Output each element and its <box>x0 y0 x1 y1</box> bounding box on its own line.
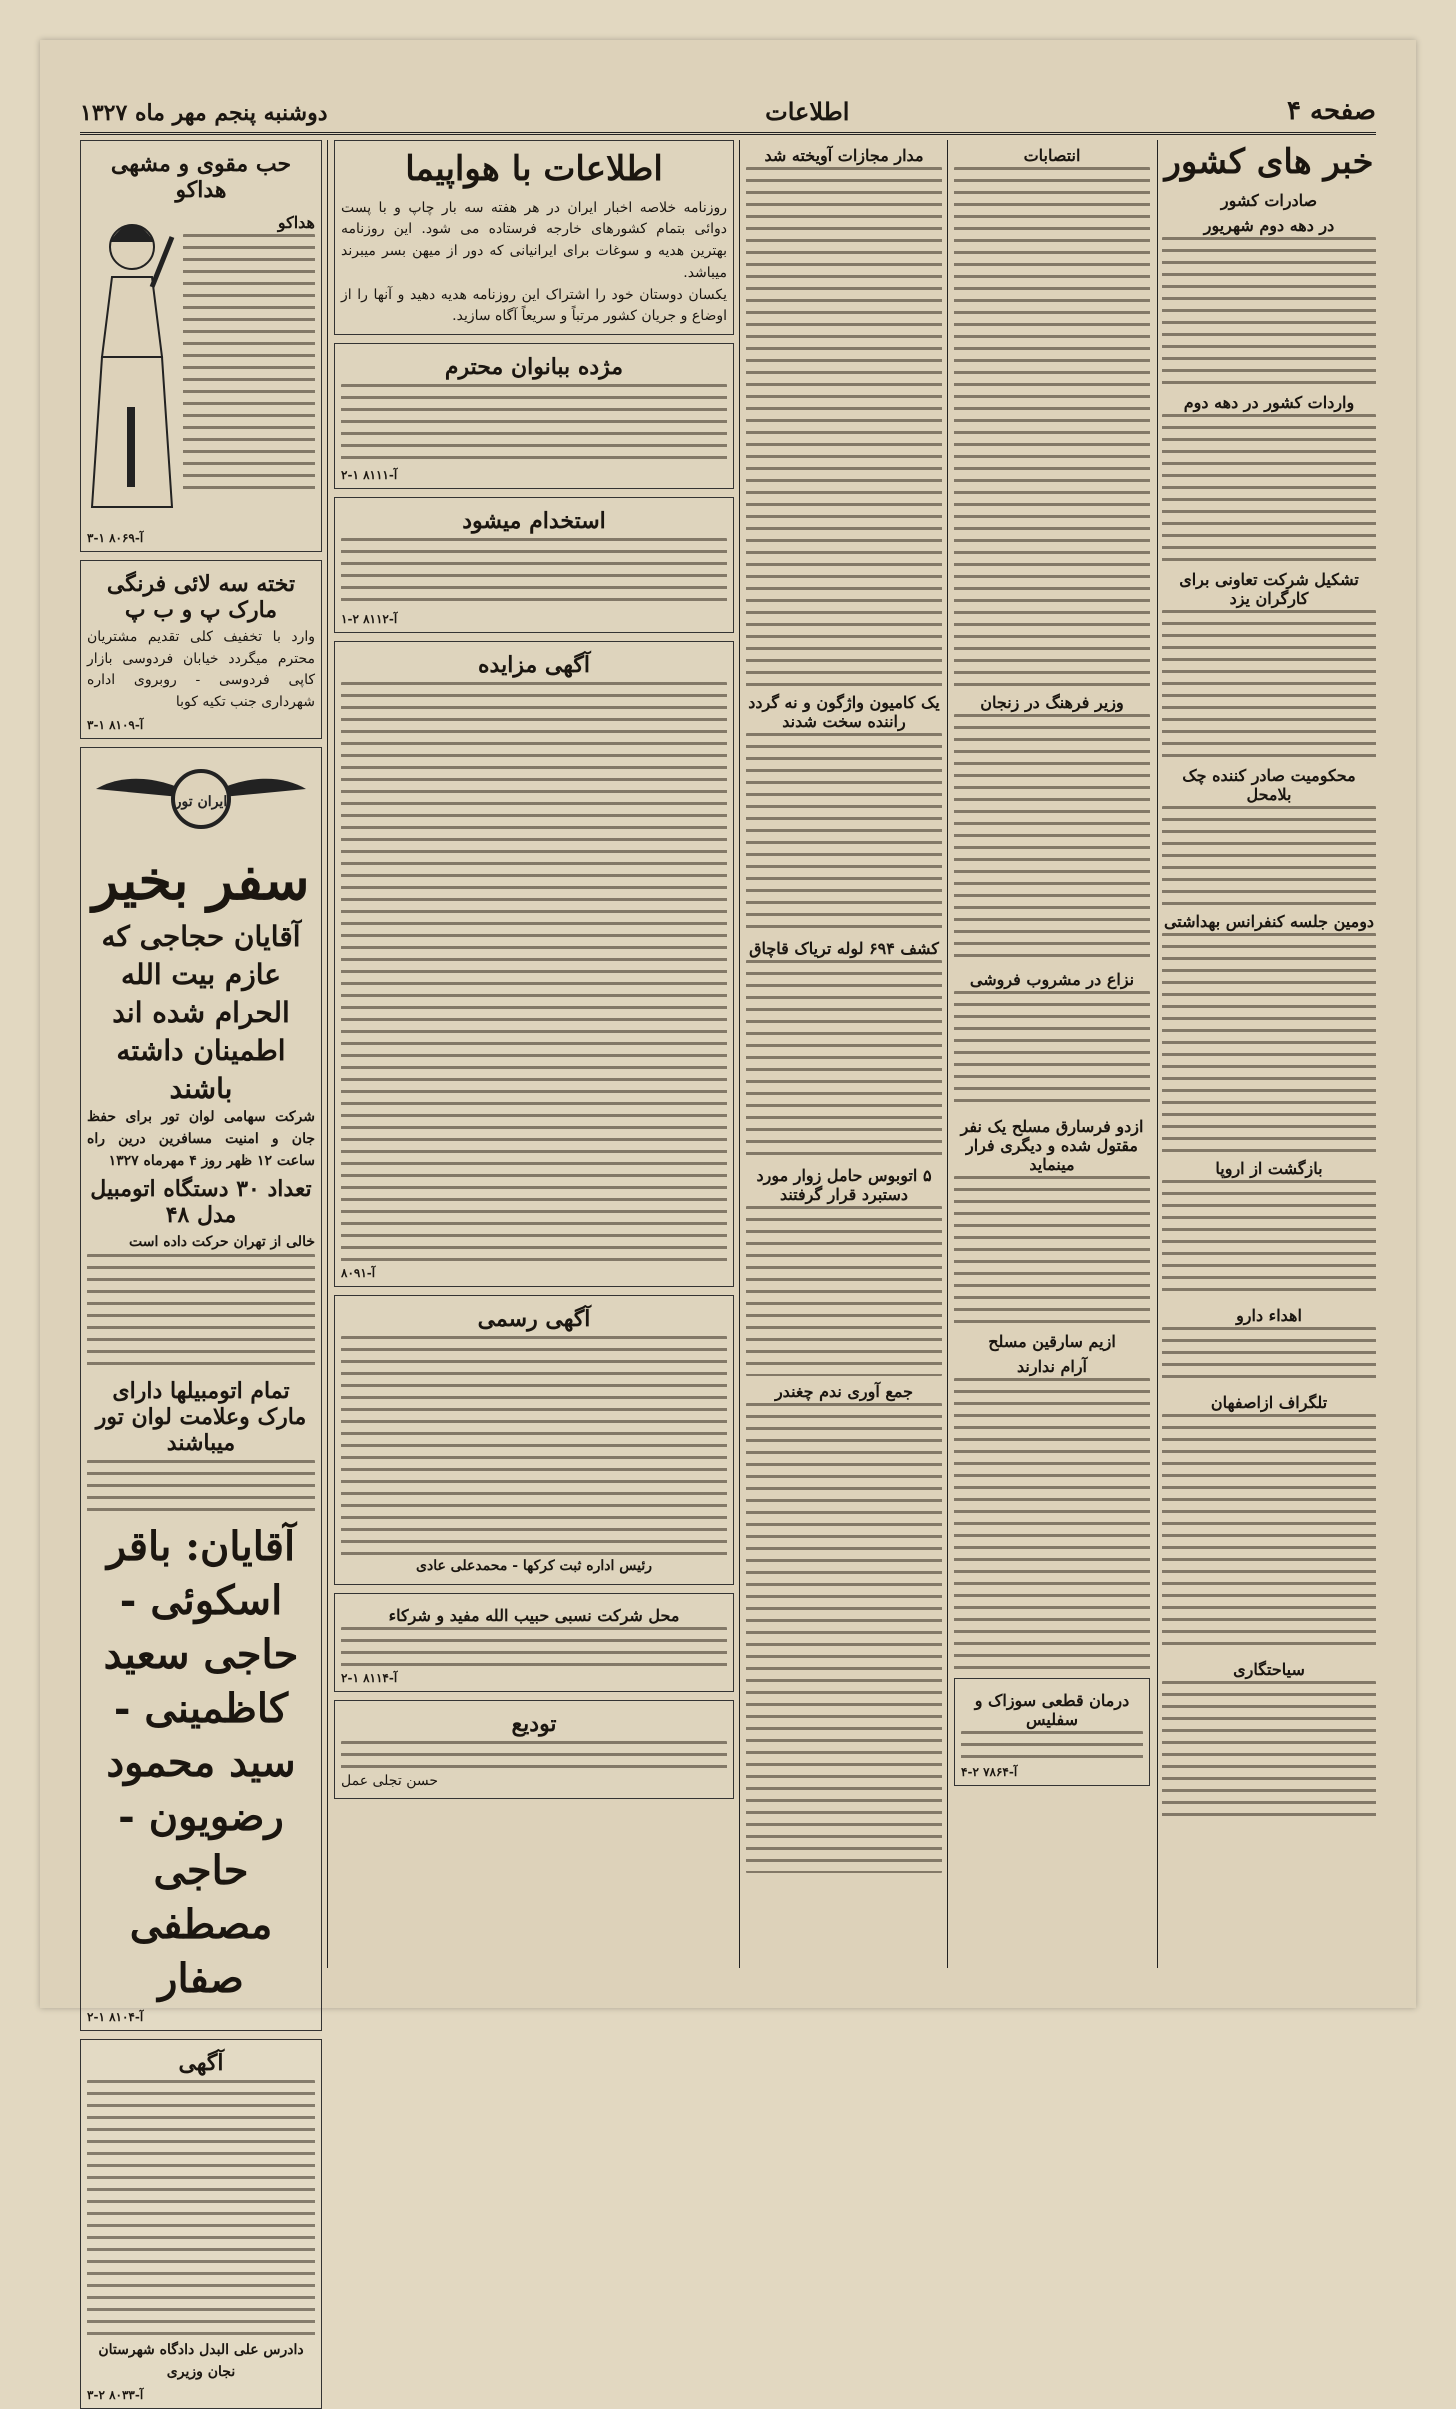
headline: یک کامیون واژگون و نه گردد راننده سخت شدند <box>748 693 940 731</box>
ad-signature: رئیس اداره ثبت کرکها - محمدعلی عادی <box>416 1557 652 1574</box>
article-body <box>1162 237 1376 387</box>
ad-box <box>80 560 322 739</box>
ad-box <box>334 1295 734 1585</box>
article-body <box>1162 933 1376 1153</box>
ad-headline: مژده ببانوان محترم <box>444 353 624 380</box>
column-rule <box>947 140 948 1968</box>
ad-headline: آگهی <box>178 2050 224 2077</box>
article-body <box>746 167 942 687</box>
ad-headline: درمان قطعی سوزاک و سفلیس <box>974 1691 1130 1729</box>
column-rule <box>1157 140 1158 1968</box>
masthead <box>80 70 1376 135</box>
headline: انتصابات <box>1023 146 1081 165</box>
article-body <box>1162 806 1376 906</box>
headline: ازیم سارقین مسلح <box>988 1332 1116 1351</box>
ad-body <box>341 1336 727 1556</box>
product-name: هداکو <box>277 213 315 232</box>
ad-box <box>80 747 322 2031</box>
article-body <box>1162 1681 1376 1821</box>
ad-code: آ-۸۱۱۴ ۱-۲ <box>341 1670 398 1685</box>
ad-headline: حب مقوی و مشهی هداکو <box>110 151 292 203</box>
section-title: خبر های کشور <box>1164 142 1374 182</box>
article-body <box>954 991 1150 1111</box>
ad-lead: آقایان حجاجی که عازم بیت الله الحرام شده اند اطمینان داشته باشند <box>101 920 301 1105</box>
article-body <box>746 733 942 933</box>
headline: آرام ندارند <box>1017 1357 1087 1376</box>
article-body <box>746 960 942 1160</box>
ad-body <box>341 384 727 464</box>
ad-body <box>961 1731 1143 1761</box>
column-rule <box>739 140 740 1968</box>
ad-headline: اطلاعات با هواپیما <box>405 149 663 189</box>
ad-body <box>183 234 315 494</box>
article-body <box>954 1378 1150 1678</box>
article-body <box>746 1403 942 1873</box>
article-body <box>1162 414 1376 564</box>
ad-names: آقایان: باقر اسکوئی - حاجی سعید کاظمینی - سید محمود رضویون - حاجی مصطفی صفار <box>103 1523 299 2003</box>
ad-box <box>334 343 734 489</box>
column-country-news <box>1162 140 1376 1968</box>
ad-box <box>334 1593 734 1692</box>
ad-box <box>954 1678 1150 1786</box>
article-body <box>1162 1180 1376 1300</box>
ad-body: خالی از تهران حرکت داده است <box>129 1234 315 1251</box>
column-crime-news <box>746 140 942 1968</box>
ad-signature: حسن تجلی عمل <box>341 1772 438 1789</box>
ad-headline: سفر بخیر <box>92 847 310 912</box>
article-body <box>954 1176 1150 1326</box>
ad-code: آ-۸۱۱۱ ۱-۲ <box>341 467 398 482</box>
newspaper-page <box>40 40 1416 2402</box>
ad-body: شرکت سهامی لوان تور برای حفظ جان و امنیت مسافرین درین راه ساعت ۱۲ ظهر روز ۴ مهرماه ۱۳۲۷ <box>87 1109 315 1169</box>
ad-box <box>334 1700 734 1800</box>
headline: واردات کشور در دهه دوم <box>1183 392 1355 412</box>
ad-code: آ-۸۰۶۹ ۱-۳ <box>87 531 144 545</box>
headline: کشف ۶۹۴ لوله تریاک قاچاق <box>749 939 939 958</box>
ad-headline: تخته سه لائی فرنگی مارک پ و ب پ <box>106 571 296 623</box>
headline: نزاع در مشروب فروشی <box>969 970 1135 989</box>
headline: تلگراف ازاصفهان <box>1210 1392 1328 1412</box>
ad-body <box>87 1254 315 1374</box>
ad-box <box>334 641 734 1287</box>
headline: جمع آوری ندم چغندر <box>774 1382 914 1401</box>
ad-body: وارد با تخفیف کلی تقدیم مشتریان محترم میگردد خیابان فردوسی بازار کاپی فردوسی - روبروی اداره شهرداری جنب تکیه کوبا <box>87 629 315 711</box>
article-body <box>954 714 1150 964</box>
column-left-ads <box>80 140 322 2402</box>
woman-illustration <box>87 207 177 527</box>
page-number: صفحه ۴ <box>1287 96 1376 126</box>
headline: اهداء دارو <box>1236 1305 1302 1325</box>
article-body <box>954 167 1150 687</box>
ad-box <box>80 140 322 552</box>
ad-headline: محل شرکت نسبی حبیب الله مفید و شرکاء <box>388 1605 680 1625</box>
headline: بازگشت از اروپا <box>1215 1158 1323 1178</box>
ad-code: آ-۷۸۶۴ ۲-۴ <box>961 1765 1018 1779</box>
ad-headline: تودیع <box>511 1710 557 1737</box>
ad-body: یکسان دوستان خود را اشتراک این روزنامه هدیه دهید و آنها را از اوضاع و جریان کشور مرتباً و سریعاً آگاه سازید. <box>341 286 727 325</box>
headline: ازدو فرسارق مسلح یک نفر مقتول شده و دیگری فرار مینماید <box>960 1117 1144 1174</box>
ad-body <box>341 682 727 1262</box>
ad-signature: دادرس علی البدل دادگاه شهرستان نجان وزیری <box>98 2342 304 2380</box>
ad-box <box>80 2039 322 2408</box>
logo <box>87 754 315 848</box>
ad-code: آ-۸۱۰۴ ۱-۲ <box>87 2010 144 2025</box>
ad-body <box>341 1627 727 1667</box>
article-body <box>1162 610 1376 760</box>
ad-body <box>87 2080 315 2340</box>
column-rule <box>327 140 328 1968</box>
headline: ۵ اتوبوس حامل زوار مورد دستبرد قرار گرفتند <box>756 1166 932 1204</box>
ad-body <box>87 1460 315 1520</box>
headline: وزیر فرهنگ در زنجان <box>980 693 1124 712</box>
winged-logo <box>91 754 311 844</box>
ad-code: آ-۸۱۱۲ ۲-۱ <box>341 611 398 626</box>
ad-headline: استخدام میشود <box>462 507 606 534</box>
ad-box <box>334 140 734 335</box>
newspaper-name: اطلاعات <box>765 97 850 126</box>
ad-headline: آگهی مزایده <box>478 651 590 678</box>
ad-body: روزنامه خلاصه اخبار ایران در هر هفته سه بار چاپ و با پست دوائی بتمام کشورهای خارجه فرستاده می شود. این روزنامه بهترین هدیه و سوغات برای ایرانیانی که دور از میهن بسر میبرند میباشد. <box>341 199 727 281</box>
ad-body <box>341 1741 727 1771</box>
headline: دومین جلسه کنفرانس بهداشتی <box>1163 911 1375 931</box>
headline: مدار مجازات آویخته شد <box>764 146 924 165</box>
ad-code: آ-۸۰۹۱ <box>341 1265 376 1280</box>
headline: تشکیل شرکت تعاونی برای کارگران یزد <box>1179 569 1359 608</box>
ad-headline: آگهی رسمی <box>477 1305 591 1332</box>
article-body <box>1162 1327 1376 1387</box>
headline: صادرات کشور <box>1220 190 1318 210</box>
ad-highlight: تمام اتومبیلها دارای مارک وعلامت لوان تور میباشند <box>95 1378 307 1457</box>
column-ads <box>334 140 734 1968</box>
ad-body <box>341 538 727 608</box>
ad-code: آ-۸۱۰۹ ۱-۳ <box>87 717 144 732</box>
column-appointments <box>954 140 1150 1968</box>
article-body <box>1162 1414 1376 1654</box>
logo-text: ایران تور <box>174 793 228 810</box>
headline: محکومیت صادر کننده چک بلامحل <box>1182 765 1356 804</box>
ad-code: آ-۸۰۳۳ ۲-۳ <box>87 2387 144 2402</box>
headline: سیاحتگاری <box>1233 1659 1305 1679</box>
issue-date: دوشنبه پنجم مهر ماه ۱۳۲۷ <box>80 100 328 126</box>
ad-highlight: تعداد ۳۰ دستگاه اتومبیل مدل ۴۸ <box>90 1176 312 1229</box>
headline: در دهه دوم شهریور <box>1203 215 1335 235</box>
ad-box <box>334 497 734 633</box>
article-body <box>746 1206 942 1376</box>
